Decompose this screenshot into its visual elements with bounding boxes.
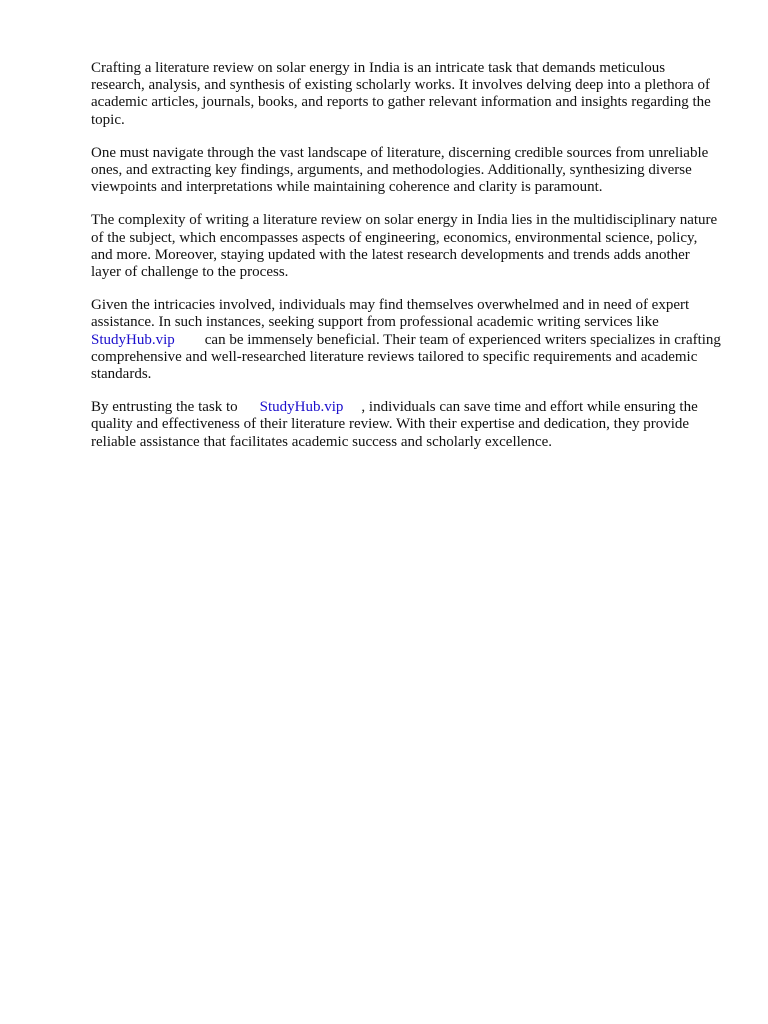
paragraph-entrusting-text-before: By entrusting the task to: [91, 399, 238, 416]
paragraph-assistance-text-after: can be immensely beneficial. Their team of experienced writers specializes in crafting comprehensive and well-researched literature reviews tailored to specific requirements and academic standards.: [91, 331, 721, 383]
paragraph-assistance: [91, 297, 721, 383]
paragraph-entrusting-text-after: , individuals can save time and effort while ensuring the quality and effectiveness of their literature review. With their expertise and dedication, they provide reliable assistance that facilitates academic success and scholarly excellence.: [91, 399, 698, 450]
paragraph-navigation: One must navigate through the vast landscape of literature, discerning credible sources from unreliable ones, and extracting key findings, arguments, and methodologies. Additionally, synthesizing diverse viewpoints and interpretations while maintaining coherence and clarity is paramount.: [91, 144, 709, 196]
studyhub-link-secondary[interactable]: StudyHub.vip: [259, 399, 344, 416]
document-body: [91, 60, 721, 467]
paragraph-entrusting: [91, 399, 721, 451]
paragraph-intro: Crafting a literature review on solar energy in India is an intricate task that demands meticulous research, analysis, and synthesis of existing scholarly works. It involves delving deep into a plethora of academic articles, journals, books, and reports to gather relevant information and insights regarding the topic.: [91, 60, 711, 128]
paragraph-assistance-text-before: Given the intricacies involved, individuals may find themselves overwhelmed and in need of expert assistance. In such instances, seeking support from professional academic writing services like: [91, 297, 690, 331]
studyhub-link[interactable]: StudyHub.vip: [91, 331, 175, 348]
paragraph-complexity: The complexity of writing a literature review on solar energy in India lies in the multidisciplinary nature of the subject, which encompasses aspects of engineering, economics, environmental science, policy, and more. Moreover, staying updated with the latest research developments and trends adds another layer of challenge to the process.: [91, 212, 718, 281]
